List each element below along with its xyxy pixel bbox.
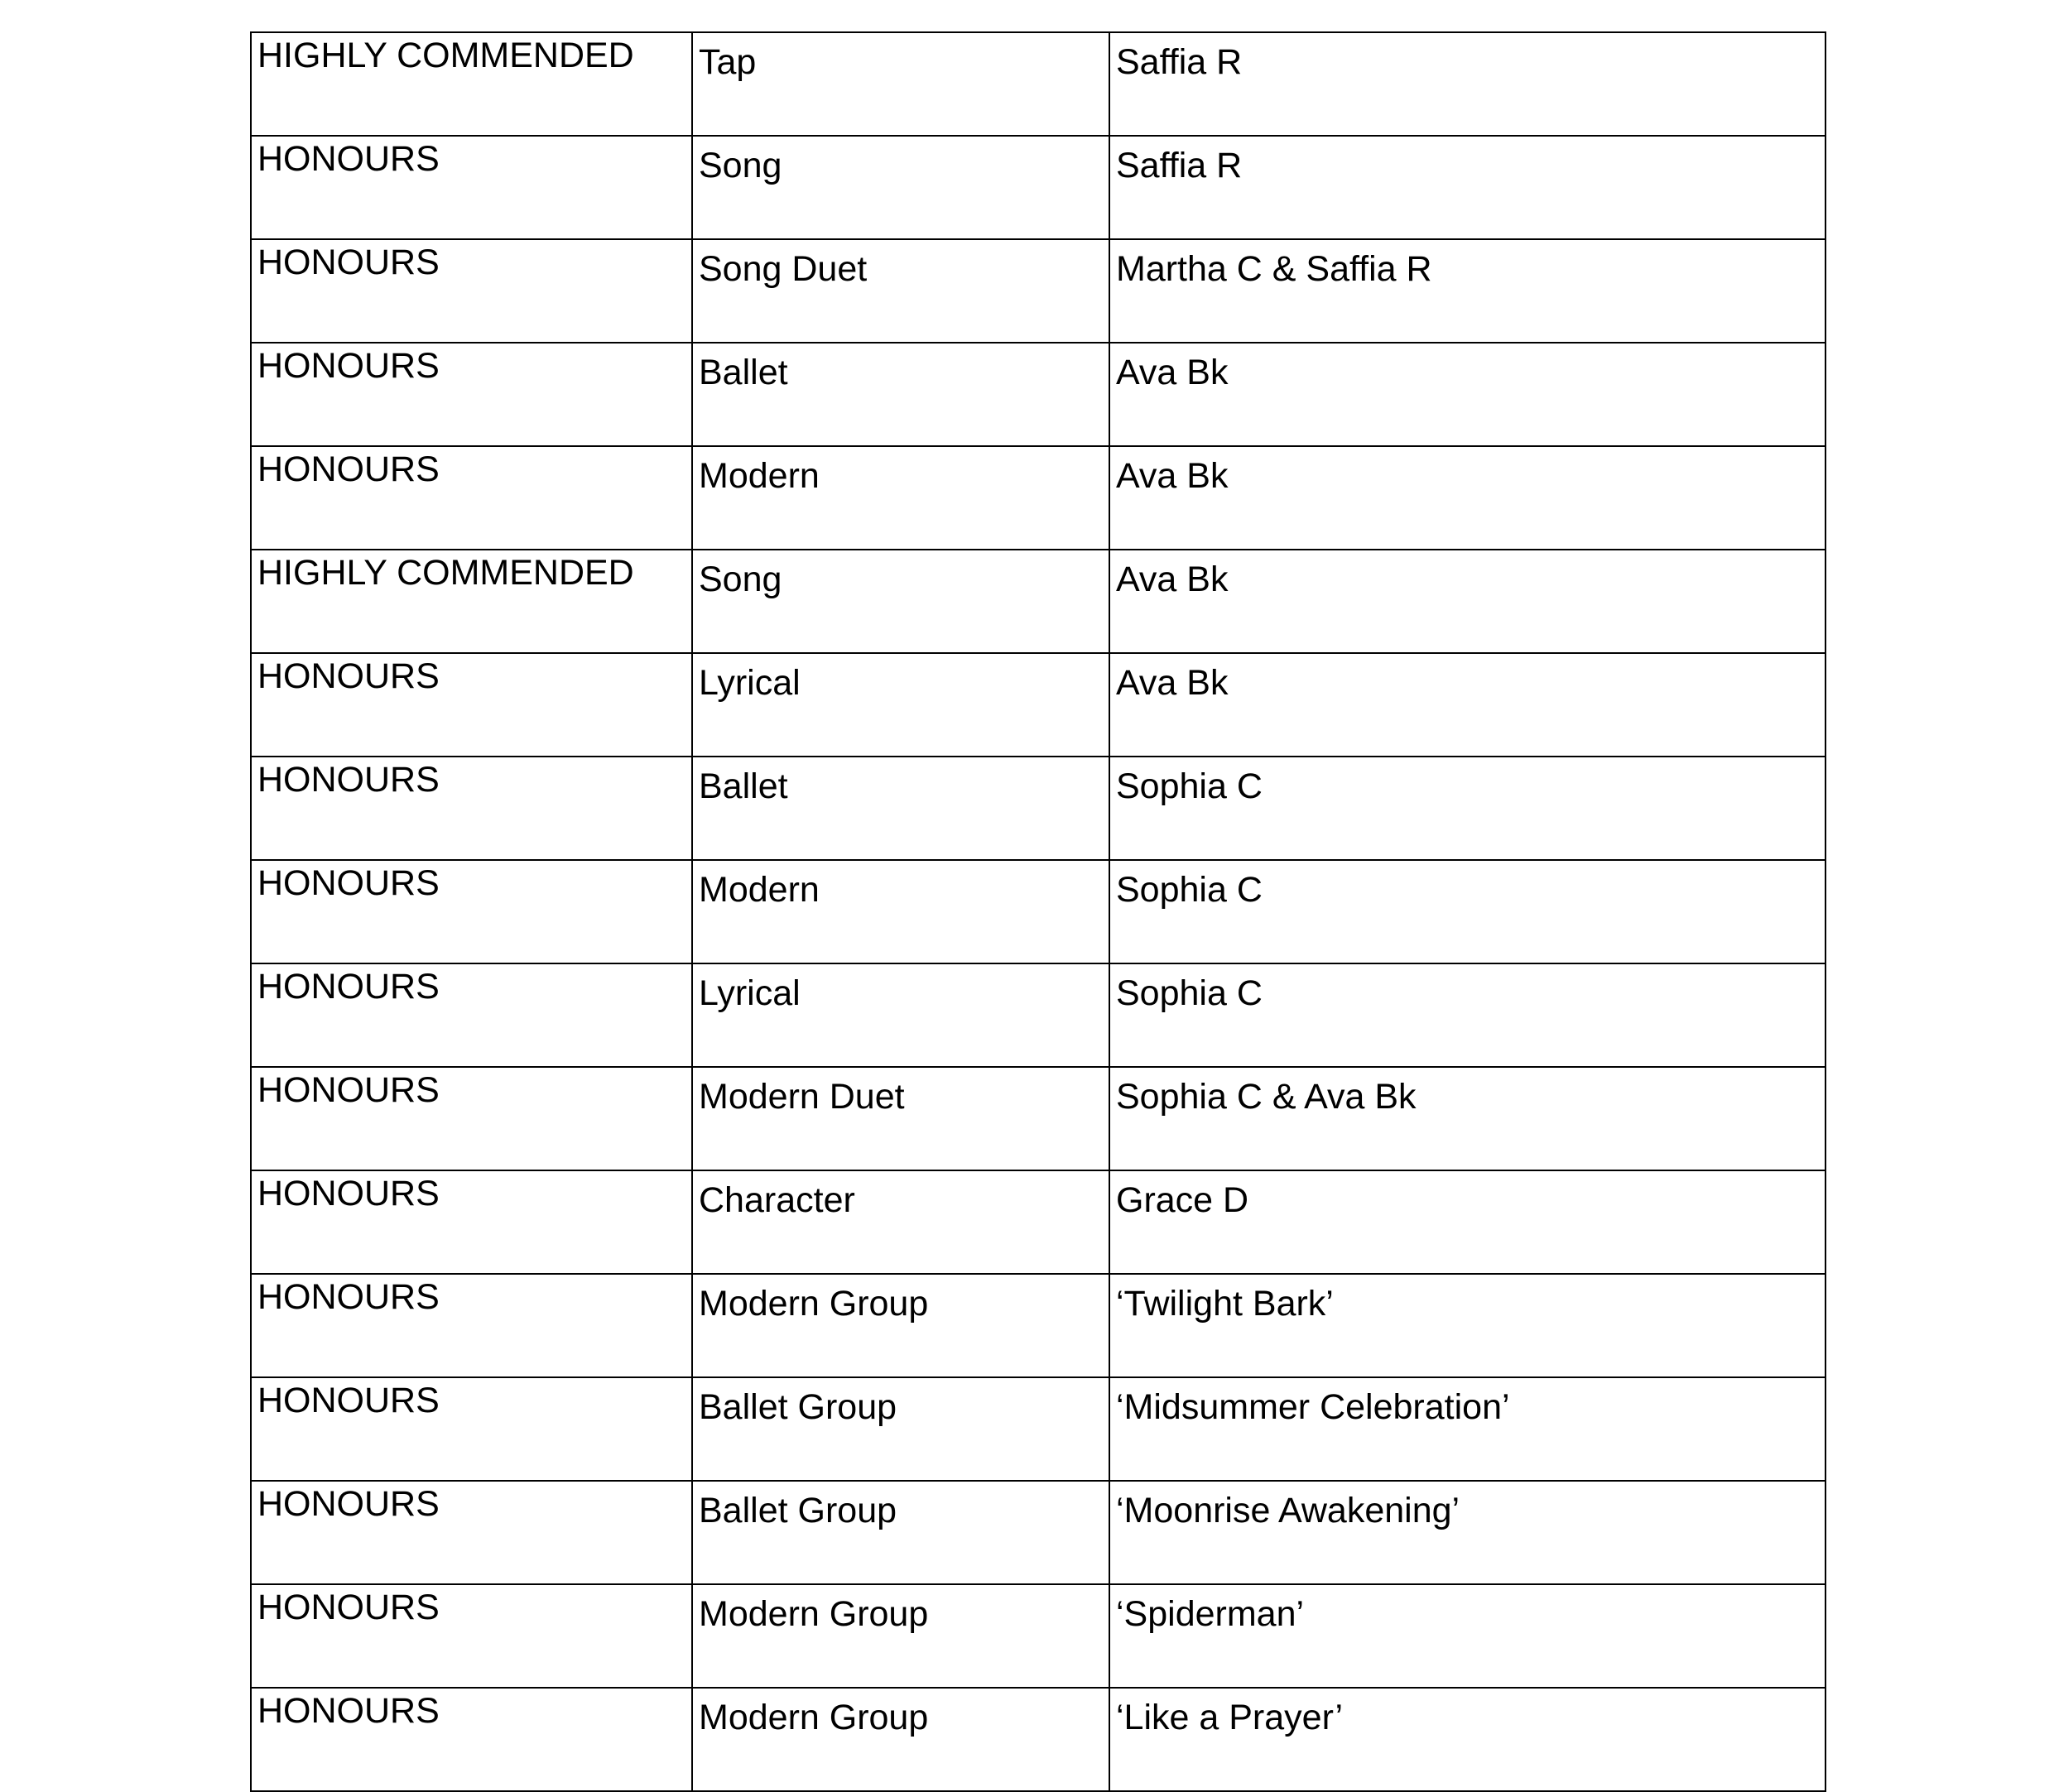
category-cell: Lyrical	[692, 653, 1109, 757]
award-cell: HONOURS	[251, 653, 692, 757]
award-cell: HONOURS	[251, 446, 692, 550]
category-cell: Modern Group	[692, 1584, 1109, 1688]
award-cell: HONOURS	[251, 1584, 692, 1688]
award-cell: HONOURS	[251, 1274, 692, 1377]
category-cell: Song Duet	[692, 239, 1109, 343]
table-row	[251, 1481, 1826, 1584]
table-row	[251, 1584, 1826, 1688]
table-row	[251, 343, 1826, 446]
table-row	[251, 963, 1826, 1067]
category-cell: Song	[692, 550, 1109, 653]
table-row	[251, 446, 1826, 550]
entrant-cell: Sophia C & Ava Bk	[1109, 1067, 1826, 1170]
award-cell: HONOURS	[251, 136, 692, 239]
award-cell: HONOURS	[251, 1688, 692, 1791]
table-row	[251, 1688, 1826, 1791]
table-row	[251, 1067, 1826, 1170]
entrant-cell: Grace D	[1109, 1170, 1826, 1274]
entrant-cell: Saffia R	[1109, 32, 1826, 136]
award-cell: HONOURS	[251, 1481, 692, 1584]
entrant-cell: Saffia R	[1109, 136, 1826, 239]
entrant-cell: Sophia C	[1109, 963, 1826, 1067]
table-row	[251, 757, 1826, 860]
table-row	[251, 653, 1826, 757]
category-cell: Modern Duet	[692, 1067, 1109, 1170]
category-cell: Modern Group	[692, 1688, 1109, 1791]
award-cell: HONOURS	[251, 239, 692, 343]
entrant-cell: Ava Bk	[1109, 653, 1826, 757]
table-row	[251, 1274, 1826, 1377]
entrant-cell: ‘Twilight Bark’	[1109, 1274, 1826, 1377]
entrant-cell: Ava Bk	[1109, 343, 1826, 446]
award-cell: HIGHLY COMMENDED	[251, 550, 692, 653]
award-cell: HONOURS	[251, 1377, 692, 1481]
award-cell: HONOURS	[251, 343, 692, 446]
entrant-cell: Martha C & Saffia R	[1109, 239, 1826, 343]
table-row	[251, 1170, 1826, 1274]
entrant-cell: Sophia C	[1109, 860, 1826, 963]
award-cell: HONOURS	[251, 757, 692, 860]
award-cell: HONOURS	[251, 1067, 692, 1170]
category-cell: Song	[692, 136, 1109, 239]
table-row	[251, 550, 1826, 653]
table-row	[251, 136, 1826, 239]
category-cell: Ballet Group	[692, 1377, 1109, 1481]
category-cell: Tap	[692, 32, 1109, 136]
entrant-cell: Ava Bk	[1109, 550, 1826, 653]
category-cell: Modern	[692, 860, 1109, 963]
category-cell: Modern	[692, 446, 1109, 550]
entrant-cell: Ava Bk	[1109, 446, 1826, 550]
entrant-cell: ‘Moonrise Awakening’	[1109, 1481, 1826, 1584]
category-cell: Ballet	[692, 757, 1109, 860]
award-cell: HIGHLY COMMENDED	[251, 32, 692, 136]
table-row	[251, 1377, 1826, 1481]
category-cell: Ballet	[692, 343, 1109, 446]
entrant-cell: ‘Like a Prayer’	[1109, 1688, 1826, 1791]
award-cell: HONOURS	[251, 1170, 692, 1274]
category-cell: Character	[692, 1170, 1109, 1274]
results-table	[250, 31, 1826, 1792]
category-cell: Lyrical	[692, 963, 1109, 1067]
entrant-cell: Sophia C	[1109, 757, 1826, 860]
award-cell: HONOURS	[251, 963, 692, 1067]
table-row	[251, 32, 1826, 136]
entrant-cell: ‘Midsummer Celebration’	[1109, 1377, 1826, 1481]
table-row	[251, 239, 1826, 343]
table-row	[251, 860, 1826, 963]
category-cell: Modern Group	[692, 1274, 1109, 1377]
category-cell: Ballet Group	[692, 1481, 1109, 1584]
entrant-cell: ‘Spiderman’	[1109, 1584, 1826, 1688]
award-cell: HONOURS	[251, 860, 692, 963]
